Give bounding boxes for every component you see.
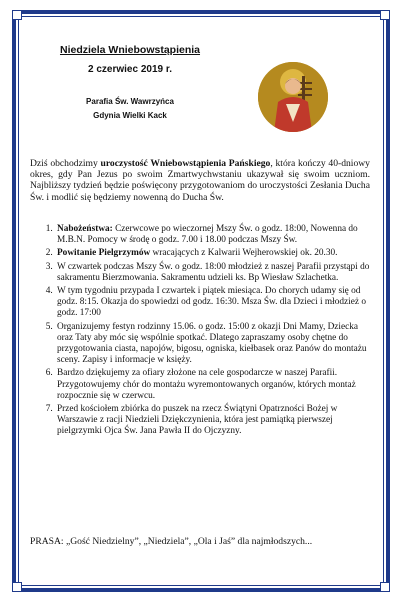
list-item-text: Przed kościołem zbiórka do puszek na rzecz Świątyni Opatrzności Bożej w Warszawie z racji Niedzieli Dziękczynienia, która jest pamiątką pierwszej pielgrzymki Ojca Św. Jana Pawła II do Ojczyzny. <box>57 404 338 437</box>
intro-paragraph <box>30 158 370 203</box>
list-item <box>55 322 373 367</box>
list-item <box>55 368 373 402</box>
list-item <box>55 262 373 284</box>
list-item-text: Czerwcowe po wieczornej Mszy Św. o godz. 18:00, Nowenna do M.B.N. Pomocy w środę o godz. 7.00 i 18.00 podczas Mszy Św. <box>57 224 358 246</box>
parish-line-2: Gdynia Wielki Kack <box>93 111 167 120</box>
list-item-heading: Powitanie Pielgrzymów <box>57 248 151 259</box>
press-footer: PRASA: „Gość Niedzielny”, „Niedziela”, „Ola i Jaś” dla najmłodszych... <box>30 536 313 547</box>
border-corner <box>380 10 390 20</box>
list-item-text: Organizujemy festyn rodzinny 15.06. o godz. 15:00 z okazji Dni Mamy, Dziecka oraz Taty aby móc się wspólnie spotkać. Dlatego zapraszamy osoby chętne do przygotowania ciasta, napojów, bigosu, ogniska, kiełbasek oraz Panów do montażu sceny. Zapisy i informacje w księży. <box>57 321 367 366</box>
list-item <box>55 404 373 438</box>
bulletin-title: Niedziela Wniebowstąpienia <box>59 44 201 56</box>
bulletin-header <box>20 44 240 123</box>
announcements-list <box>40 224 373 440</box>
intro-highlight: uroczystość Wniebowstąpienia Pańskiego <box>100 158 271 169</box>
parish-name <box>20 95 240 123</box>
border-corner <box>12 582 22 592</box>
bulletin-date: 2 czerwiec 2019 r. <box>88 64 172 75</box>
list-item <box>55 248 373 259</box>
border-corner <box>12 10 22 20</box>
saint-lawrence-icon <box>258 62 328 132</box>
list-item-text: W tym tygodniu przypada I czwartek i piątek miesiąca. Do chorych udamy się od godz. 8:15. Okazja do spowiedzi od godz. 16:30. Msza Św. dla Dzieci i młodzież o godz. 17:00 <box>57 286 366 319</box>
list-item-heading: Nabożeństwa: <box>57 224 113 234</box>
list-item <box>55 224 373 246</box>
list-item <box>55 286 373 320</box>
intro-text-end: , która kończy 40-dniowy okres, gdy Pan Jezus po swoim Zmartwychwstaniu ukazywał się swoim uczniom. Najbliższy tydzień będzie poświęcony przygotowaniom do uroczystości Zesłania Ducha Św. i modlić się będziemy nowenną do Ducha Św. <box>30 158 370 203</box>
border-corner <box>380 582 390 592</box>
list-item-text: W czwartek podczas Mszy Św. o godz. 18:00 młodzież z naszej Parafii przystąpi do sakramentu Bierzmowania. Sakramentu udzieli ks. Bp Wiesław Szlachetka. <box>57 261 370 283</box>
parish-line-1: Parafia Św. Wawrzyńca <box>86 97 174 106</box>
intro-text-start: Dziś obchodzimy <box>30 158 98 169</box>
list-item-text: Bardzo dziękujemy za ofiary złożone na cele gospodarcze w naszej Parafii. Przygotowujemy chór do montażu wyremontowanych organów, których montaż rozpocznie się w czerwcu. <box>57 368 356 401</box>
list-item-text: wracających z Kalwarii Wejherowskiej ok. 20.30. <box>150 248 338 259</box>
